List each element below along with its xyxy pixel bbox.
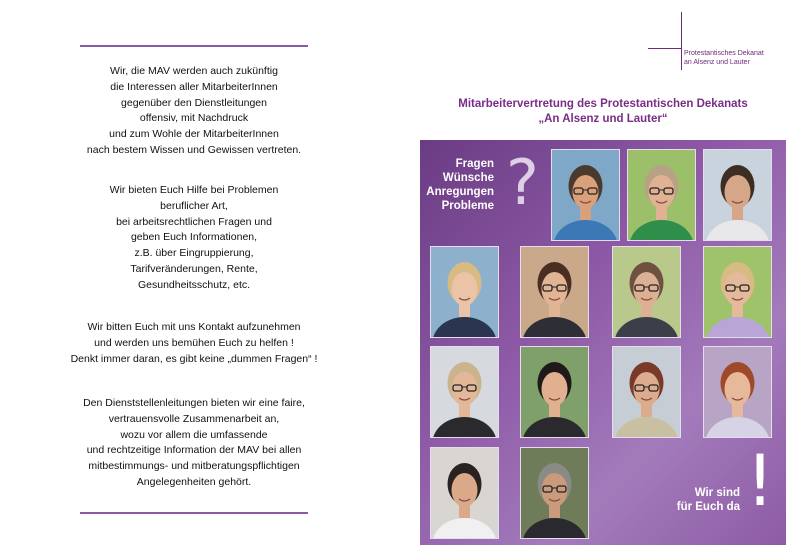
portrait-illustration (431, 347, 498, 437)
exclamation-mark-icon: ! (746, 440, 775, 522)
portrait-photo (612, 246, 681, 338)
bottom-left-rule (80, 512, 308, 514)
paragraph-2: Wir bieten Euch Hilfe bei Problemen beruflicher Art, bei arbeitsrechtlichen Fragen und geben Euch Informationen, z.B. über Eingruppierung, Tarifveränderungen, Rente, Gesundheitsschutz, etc. (109, 184, 279, 291)
portrait-photo (430, 346, 499, 438)
portrait-illustration (613, 247, 680, 337)
paragraph-4: Den Dienststellenleitungen bieten wir eine faire, vertrauensvolle Zusammenarbeit an, wozu vor allem die umfassende und rechtzeitige Information der MAV bei allen mitbestimmungs- und mitberatungspflichtigen Angelegenheiten gehört. (83, 397, 305, 488)
portrait-illustration (704, 347, 771, 437)
logo-cross-vertical (681, 12, 682, 70)
portrait-illustration (704, 150, 771, 240)
portrait-photo (627, 149, 696, 241)
portrait-photo (612, 346, 681, 438)
top-left-rule (80, 45, 308, 47)
portrait-photo (430, 447, 499, 539)
logo-line-2: an Alsenz und Lauter (684, 59, 750, 66)
closing-text: Wir sind für Euch da (676, 487, 740, 513)
portrait-photo (520, 346, 589, 438)
portrait-photo (703, 149, 772, 241)
logo-line-1: Protestantisches Dekanat (684, 50, 764, 57)
portrait-photo (551, 149, 620, 241)
question-mark-icon: ? (506, 146, 539, 219)
prompt-words: Fragen Wünsche Anregungen Probleme (426, 158, 494, 212)
portrait-illustration (628, 150, 695, 240)
portrait-photo (703, 246, 772, 338)
logo-cross-horizontal (648, 48, 682, 49)
portrait-illustration (521, 347, 588, 437)
paragraph-1: Wir, die MAV werden auch zukünftig die Interessen aller MitarbeiterInnen gegenüber den Dienstleitungen offensiv, mit Nachdruck und zum Wohle der MitarbeiterInnen nach bestem Wissen und Gewissen vertreten. (86, 65, 302, 156)
portrait-illustration (521, 247, 588, 337)
portrait-illustration (613, 347, 680, 437)
portrait-illustration (552, 150, 619, 240)
portrait-illustration (521, 448, 588, 538)
portrait-illustration (431, 247, 498, 337)
page-title: Mitarbeitervertretung des Protestantischen Dekanats „An Alsenz und Lauter“ (458, 98, 748, 125)
portrait-illustration (431, 448, 498, 538)
portrait-photo (430, 246, 499, 338)
portrait-photo (703, 346, 772, 438)
portrait-photo (520, 246, 589, 338)
portrait-illustration (704, 247, 771, 337)
dekanat-logo (648, 12, 788, 76)
paragraph-3: Wir bitten Euch mit uns Kontakt aufzunehmen und werden uns bemühen Euch zu helfen ! Denkt immer daran, es gibt keine „dummen Fragen“ ! (70, 321, 318, 365)
portrait-photo (520, 447, 589, 539)
